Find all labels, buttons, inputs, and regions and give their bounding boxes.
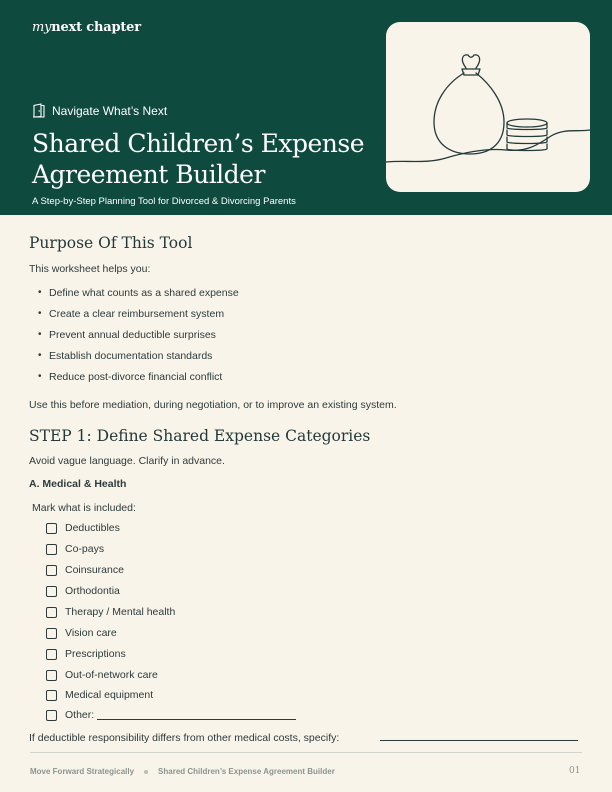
checkbox-label: Other: — [65, 709, 95, 721]
title-line-2: Agreement Builder — [32, 160, 265, 189]
checkbox[interactable] — [46, 523, 57, 534]
checklist-item[interactable] — [46, 648, 296, 669]
checklist-item[interactable] — [46, 585, 296, 606]
checklist-item[interactable] — [46, 564, 296, 585]
checklist-item[interactable] — [46, 522, 296, 543]
checklist-item[interactable] — [46, 689, 296, 709]
checkbox[interactable] — [46, 649, 57, 660]
list-item: • Prevent annual deductible surprises — [38, 329, 239, 350]
checkbox[interactable] — [46, 710, 57, 721]
money-bag-illustration — [386, 22, 590, 192]
checkbox[interactable] — [46, 565, 57, 576]
specify-prompt — [29, 732, 339, 744]
page-title — [32, 128, 392, 190]
purpose-intro: This worksheet helps you: — [29, 263, 151, 275]
checklist-item[interactable] — [46, 669, 296, 689]
purpose-closing: Use this before mediation, during negotiation, or to improve an existing system. — [29, 399, 397, 411]
list-item: • Establish documentation standards — [38, 350, 239, 371]
list-item: • Define what counts as a shared expense — [38, 287, 239, 308]
specify-prompt-text: If deductible responsibility differs from other medical costs, specify: — [29, 732, 340, 744]
checkbox-label: Therapy / Mental health — [65, 606, 176, 618]
checkbox[interactable] — [46, 628, 57, 639]
footer — [30, 767, 335, 776]
kicker — [32, 103, 167, 118]
checkbox-label: Prescriptions — [65, 648, 126, 660]
medical-checklist — [46, 522, 296, 729]
checkbox-label: Coinsurance — [65, 564, 124, 576]
checkbox-label: Co-pays — [65, 543, 105, 555]
list-item: • Create a clear reimbursement system — [38, 308, 239, 329]
brand-logo — [32, 20, 141, 35]
separator-dot — [144, 770, 148, 774]
page-subtitle: A Step-by-Step Planning Tool for Divorced & Divorcing Parents — [32, 196, 296, 207]
mark-label: Mark what is included: — [32, 502, 136, 514]
step1-heading: STEP 1: Define Shared Expense Categories — [29, 427, 371, 445]
brand-prefix: my — [32, 20, 52, 35]
footer-right: Shared Children’s Expense Agreement Builder — [158, 767, 335, 776]
footer-divider — [30, 752, 582, 753]
medical-subheading: A. Medical & Health — [29, 478, 127, 490]
other-fill-line[interactable] — [97, 709, 296, 720]
checklist-item[interactable] — [46, 627, 296, 648]
page-number: 01 — [569, 766, 581, 776]
checkbox-label: Orthodontia — [65, 585, 120, 597]
checklist-item[interactable] — [46, 709, 296, 729]
door-icon — [32, 103, 46, 118]
header-banner — [0, 0, 612, 215]
checkbox[interactable] — [46, 690, 57, 701]
checkbox-label: Out-of-network care — [65, 669, 158, 681]
purpose-bullet-list — [38, 287, 239, 392]
checkbox[interactable] — [46, 607, 57, 618]
step1-intro: Avoid vague language. Clarify in advance. — [29, 455, 225, 467]
checkbox-label: Medical equipment — [65, 689, 154, 701]
specify-fill-line[interactable] — [380, 740, 578, 741]
checkbox[interactable] — [46, 670, 57, 681]
checkbox[interactable] — [46, 586, 57, 597]
checkbox-label: Deductibles — [65, 522, 120, 534]
title-line-1: Shared Children’s Expense — [32, 129, 364, 158]
purpose-heading: Purpose Of This Tool — [29, 234, 193, 252]
list-item: • Reduce post-divorce financial conflict — [38, 371, 239, 392]
kicker-text: Navigate What’s Next — [52, 103, 168, 118]
checklist-item[interactable] — [46, 543, 296, 564]
checkbox[interactable] — [46, 544, 57, 555]
footer-left: Move Forward Strategically — [30, 767, 135, 776]
checklist-item[interactable] — [46, 606, 296, 627]
brand-name: next chapter — [51, 20, 141, 35]
checkbox-label: Vision care — [65, 627, 117, 639]
